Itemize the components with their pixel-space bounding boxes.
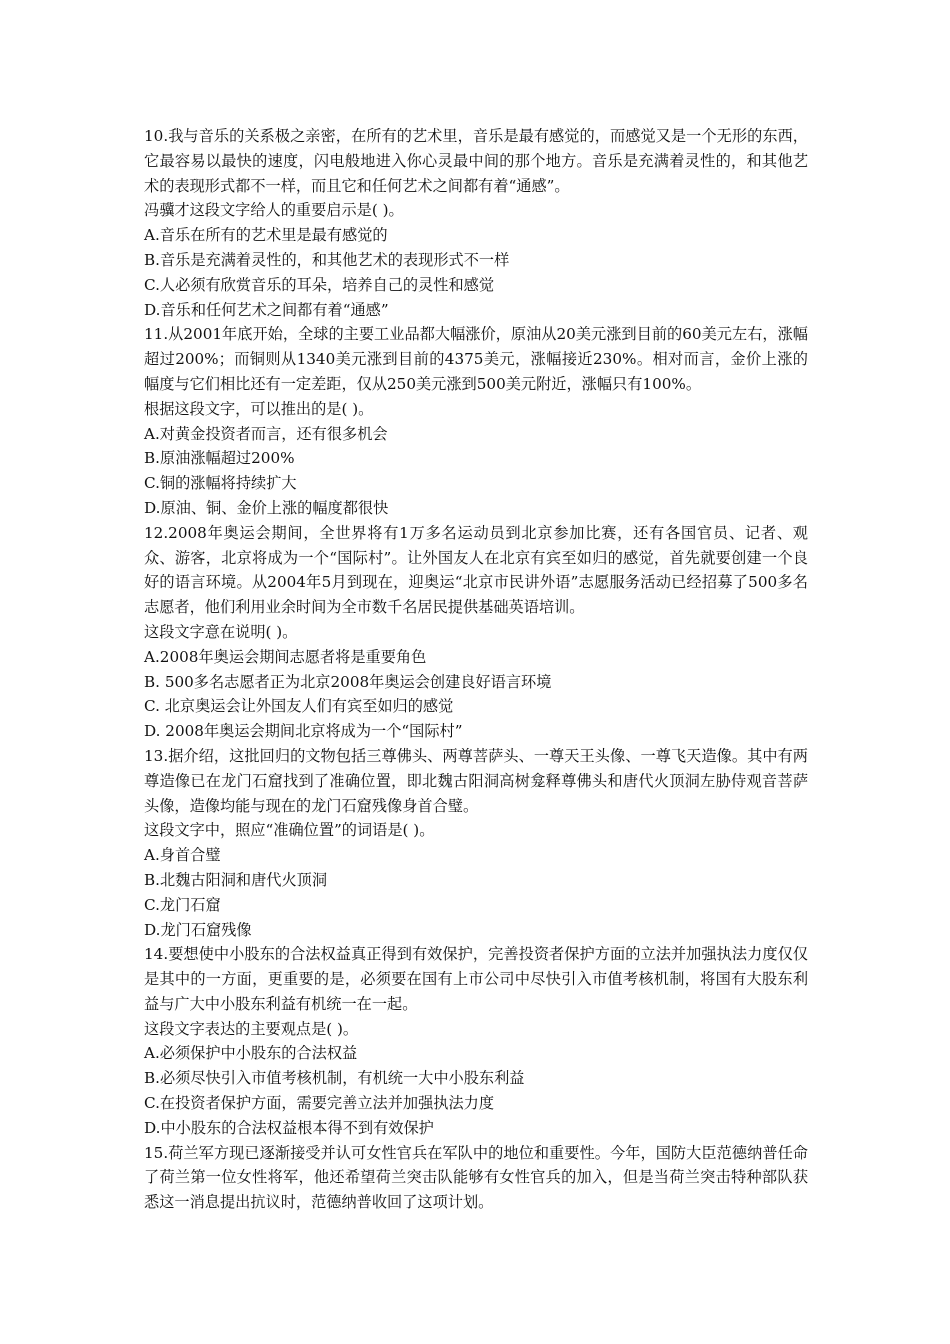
option-a: A.必须保护中小股东的合法权益: [144, 1044, 358, 1063]
option-d: D. 2008年奥运会期间北京将成为一个“国际村”: [144, 722, 463, 741]
option-a: A.对黄金投资者而言，还有很多机会: [144, 424, 388, 443]
question-prompt: 冯骥才这段文字给人的重要启示是( )。: [144, 201, 404, 220]
question-10: [144, 124, 808, 322]
document-page: [144, 124, 808, 1215]
option-c: C.铜的涨幅将持续扩大: [144, 474, 297, 493]
question-prompt: 这段文字中，照应“准确位置”的词语是( )。: [144, 821, 435, 840]
option-a: A.音乐在所有的艺术里是最有感觉的: [144, 226, 388, 245]
option-d: D.龙门石窟残像: [144, 920, 252, 939]
question-passage: 13.据介绍，这批回归的文物包括三尊佛头、两尊菩萨头、一尊天王头像、一尊飞天造像。其中有两尊造像已在龙门石窟找到了准确位置，即北魏古阳洞高树龛释尊佛头和唐代火顶洞左胁侍观音菩萨头像，造像均能与现在的龙门石窟残像身首合璧。: [144, 746, 808, 815]
question-passage: 10.我与音乐的关系极之亲密，在所有的艺术里，音乐是最有感觉的，而感觉又是一个无形的东西，它最容易以最快的速度，闪电般地进入你心灵最中间的那个地方。音乐是充满着灵性的，和其他艺术的表现形式都不一样，而且它和任何艺术之间都有着“通感”。: [144, 127, 808, 195]
option-b: B.原油涨幅超过200%: [144, 449, 295, 468]
question-prompt: 这段文字表达的主要观点是( )。: [144, 1019, 359, 1038]
option-b: B. 500多名志愿者正为北京2008年奥运会创建良好语言环境: [144, 672, 552, 691]
option-d: D.中小股东的合法权益根本得不到有效保护: [144, 1118, 434, 1137]
question-passage: 11.从2001年底开始，全球的主要工业品都大幅涨价，原油从20美元涨到目前的60美元左右，涨幅超过200%；而铜则从1340美元涨到目前的4375美元，涨幅接近230%。相对而言，金价上涨的幅度与它们相比还有一定差距，仅从250美元涨到500美元附近，涨幅只有100%。: [144, 325, 808, 393]
option-c: C. 北京奥运会让外国友人们有宾至如归的感觉: [144, 697, 454, 716]
question-13: [144, 744, 808, 942]
question-14: [144, 942, 808, 1140]
option-c: C.人必须有欣赏音乐的耳朵，培养自己的灵性和感觉: [144, 275, 495, 294]
option-a: A.身首合璧: [144, 846, 221, 865]
question-passage: 15.荷兰军方现已逐渐接受并认可女性官兵在军队中的地位和重要性。今年，国防大臣范德纳普任命了荷兰第一位女性将军，他还希望荷兰突击队能够有女性官兵的加入，但是当荷兰突击特种部队获悉这一消息提出抗议时，范德纳普收回了这项计划。: [144, 1143, 808, 1212]
option-b: B.音乐是充满着灵性的，和其他艺术的表现形式不一样: [144, 250, 510, 269]
option-a: A.2008年奥运会期间志愿者将是重要角色: [144, 647, 427, 666]
question-12: [144, 521, 808, 744]
option-c: C.龙门石窟: [144, 895, 221, 914]
question-prompt: 根据这段文字，可以推出的是( )。: [144, 399, 374, 418]
question-11: [144, 322, 808, 520]
option-d: D.音乐和任何艺术之间都有着“通感”: [144, 300, 389, 319]
option-b: B.必须尽快引入市值考核机制，有机统一大中小股东利益: [144, 1069, 525, 1088]
option-d: D.原油、铜、金价上涨的幅度都很快: [144, 498, 389, 517]
option-b: B.北魏古阳洞和唐代火顶洞: [144, 870, 328, 889]
question-passage: 14.要想使中小股东的合法权益真正得到有效保护，完善投资者保护方面的立法并加强执法力度仅仅是其中的一方面，更重要的是，必须要在国有上市公司中尽快引入市值考核机制，将国有大股东利益与广大中小股东利益有机统一在一起。: [144, 945, 808, 1013]
question-15: [144, 1141, 808, 1215]
option-c: C.在投资者保护方面，需要完善立法并加强执法力度: [144, 1094, 495, 1113]
question-prompt: 这段文字意在说明( )。: [144, 622, 298, 641]
question-passage: 12.2008年奥运会期间，全世界将有1万多名运动员到北京参加比赛，还有各国官员、记者、观众、游客，北京将成为一个“国际村”。让外国友人在北京有宾至如归的感觉，首先就要创建一个良好的语言环境。从2004年5月到现在，迎奥运“北京市民讲外语”志愿服务活动已经招募了500多名志愿者，他们利用业余时间为全市数千名居民提供基础英语培训。: [144, 523, 808, 617]
